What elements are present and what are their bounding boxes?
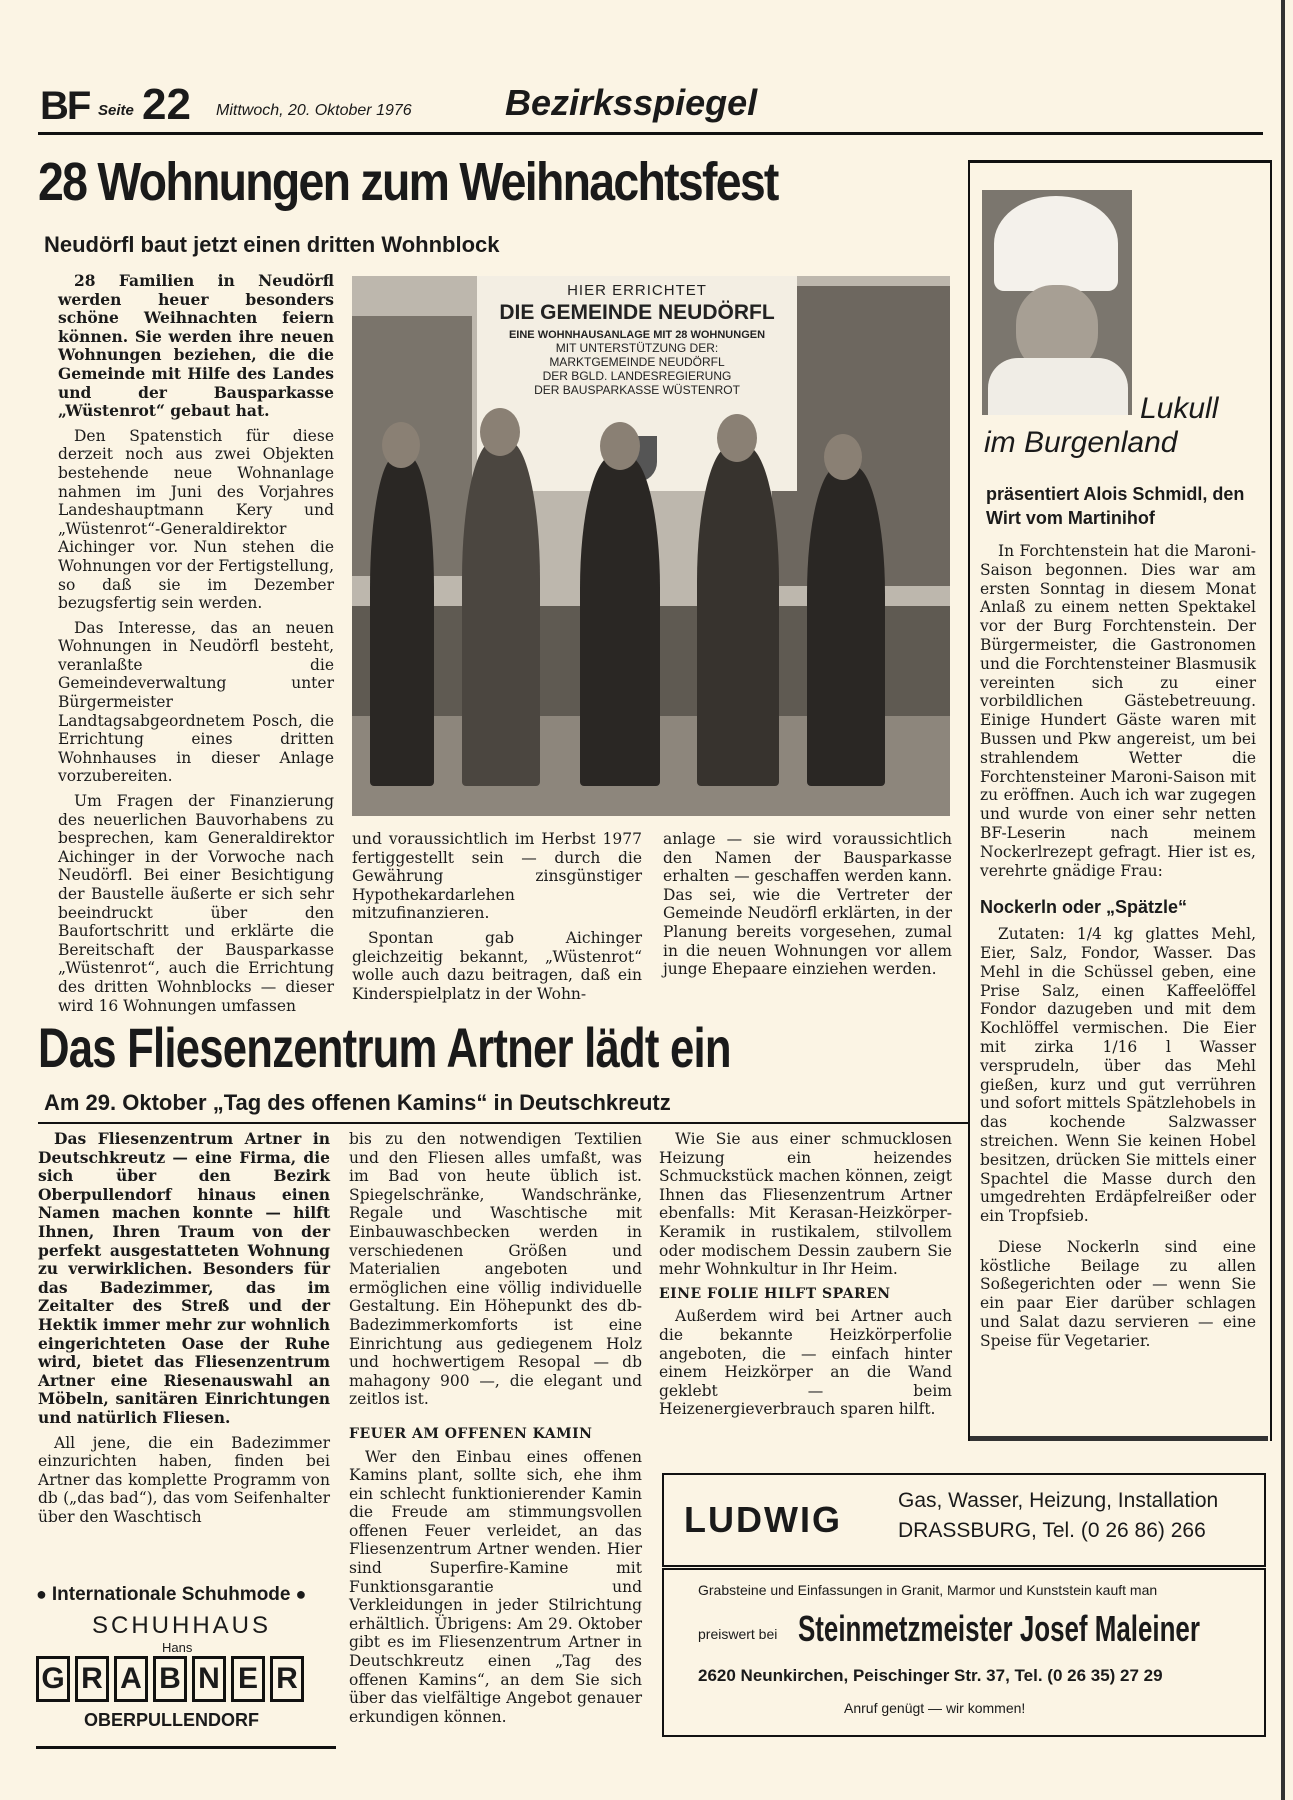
article2-subhead: Am 29. Oktober „Tag des offenen Kamins“ in Deutschkreutz [44, 1090, 671, 1115]
chef-photo [982, 190, 1132, 415]
ad-maleiner-address: 2620 Neunkirchen, Peischinger Str. 37, Tel. (0 26 35) 27 29 [698, 1666, 1163, 1685]
paragraph: Zutaten: 1/4 kg glattes Mehl, Eier, Salz, Fondor, Wasser. Das Mehl in die Schüssel geben, eine Prise Salz, einen Kaffeelöffel Fondor dazugeben und mit dem Kochlöffel vermischen. Die Eier mit zirka 1/16 l Wasser versprudeln, über das Mehl gießen, kurz und gut verrühren und sofort mittels Spätzlehobels in das kochende Salzwasser streichen. Wenn Sie keinen Hobel besitzen, drücken Sie mittels einer Spachtel die Masse durch den umgedrehten Erdäpfelreißer oder ein Tropfsieb. [980, 925, 1256, 1226]
bullet-icon: ● [295, 1584, 307, 1604]
chef-hat [994, 196, 1118, 291]
ad-maleiner-line1: Grabsteine und Einfassungen in Granit, Marmor und Kunststein kauft man [698, 1582, 1158, 1598]
article2-col3 [659, 1130, 952, 1425]
paragraph: Das Interesse, das an neuen Wohnungen in Neudörfl besteht, veranlaßte die Gemeindeverwaltung unter Bürgermeister Landtagsabgeordnetem Posch, die Errichtung eines dritten Wohnhauses in dieser Anlage vorzubereiten. [58, 618, 334, 786]
masthead-rule [38, 132, 1263, 135]
sign-line: DER BGLD. LANDESREGIERUNG [542, 369, 732, 383]
paragraph: Außerdem wird bei Artner auch die bekannte Heizkörperfolie angeboten, die — einfach hinter einem Heizkörper an die Wand geklebt — beim Heizenergieverbrauch sparen hilft. [659, 1307, 952, 1419]
article2-headline: Das Fliesenzentrum Artner lädt ein [38, 1016, 731, 1079]
person [370, 456, 434, 786]
article2-col1 [38, 1130, 330, 1532]
paragraph: Den Spatenstich für diese derzeit noch aus zwei Objekten bestehende neue Wohnanlage nahmen im Juni des Vorjahres Landeshauptmann Kery und „Wüstenrot“-Generaldirektor Aichinger vor. Nun stehen die Wohnungen vor der Fertigstellung, so daß sie im Dezember bezugsfertig sein werden. [58, 426, 334, 613]
sign-line: MIT UNTERSTÜTZUNG DER: [555, 341, 719, 355]
paragraph: Diese Nockerln sind eine köstliche Beilage zu allen Soßegerichten oder — wenn Sie ein paar Eier darüber schlagen und Salat dazu servieren — eine Speise für Vegetarier. [980, 1237, 1256, 1350]
letter-box: R [270, 1656, 304, 1702]
letter-box: E [231, 1656, 265, 1702]
sign-line: HIER ERRICHTET [567, 282, 707, 299]
sidebar-title-2: im Burgenland [984, 426, 1178, 459]
paragraph: Wie Sie aus einer schmucklosen Heizung ein heizendes Schmuckstück machen können, zeigt Ihnen das Fliesenzentrum Artner ebenfalls: Mit Kerasan-Heizkörper-Keramik in rustikalem, stilvollem oder modischem Dessin zaubern Sie mehr Wohnkultur in Ihr Heim. [659, 1130, 952, 1279]
paragraph: Um Fragen der Finanzierung des neuerlichen Bauvorhabens zu besprechen, kam Generaldirektor Aichinger in der Vorwoche nach Neudörfl. Bei einer Besichtigung der Baustelle äußerte er sich sehr beeindruckt über den Baufortschritt und erklärte die Bereitschaft der Bausparkasse „Wüstenrot“, auch die Errichtung des dritten Wohnblocks — dieser wird 16 Wohnungen umfassen [58, 792, 334, 1015]
sidebar-bottom-rule [970, 1436, 1268, 1441]
ad-schuhhaus-top [36, 1584, 336, 1606]
person-head [824, 434, 862, 480]
paragraph: und voraussichtlich im Herbst 1977 fertiggestellt sein — durch die Gewährung zinsgünstiger Hypothekardarlehen mitzufinanzieren. [352, 830, 642, 923]
issue-date: Mittwoch, 20. Oktober 1976 [216, 102, 412, 119]
article1-headline: 28 Wohnungen zum Weihnachtsfest [38, 152, 778, 212]
sidebar-body [980, 542, 1256, 1356]
paragraph: In Forchtenstein hat die Maroni-Saison begonnen. Dies war am ersten Sonntag in diesem Monat Anlaß zu einem netten Spektakel vor der Burg Forchtenstein. Der Bürgermeister, die Gastronomen und die Forchtensteiner Blasmusik vereinten sich zu einer vorbildlichen Gästebetreuung. Einige Hundert Gäste waren mit Bussen und Pkw angereist, um bei strahlendem Wetter die Forchtensteiner Maroni-Saison mit zu eröffnen. Auch ich war zugegen und wurde von einer sehr netten BF-Leserin nach meinem Nockerlrezept gefragt. Hier ist es, verehrte gnädige Frau: [980, 542, 1256, 880]
ad-maleiner [662, 1568, 1266, 1737]
recipe-title: Nockerln oder „Spätzle“ [980, 897, 1188, 918]
masthead [38, 78, 1263, 130]
ad-ludwig-line1: Gas, Wasser, Heizung, Installation [898, 1489, 1219, 1512]
person-head [382, 422, 420, 468]
subheading: FEUER AM OFFENEN KAMIN [349, 1425, 593, 1442]
ad-ludwig-line2: DRASSBURG, Tel. (0 26 86) 266 [898, 1519, 1206, 1542]
sign-line: EINE WOHNHAUSANLAGE MIT 28 WOHNUNGEN [508, 329, 766, 341]
page-label: Seite [98, 102, 134, 119]
sidebar-title-1: Lukull [1140, 392, 1219, 425]
article1-col2 [352, 830, 642, 1009]
ad-maleiner-prefix: preiswert bei [698, 1626, 778, 1642]
logo: BF [40, 84, 90, 128]
letter-box: R [75, 1656, 109, 1702]
letter-box: B [153, 1656, 187, 1702]
ad-ludwig [662, 1473, 1266, 1567]
paragraph: Das Fliesenzentrum Artner in Deutschkreutz — eine Firma, die sich über den Bezirk Oberpullendorf hinaus einen Namen machen konnte — hilft Ihnen, Ihren Traum von der perfekt ausgestatteten Wohnung zu verwirklichen. Besonders für das Badezimmer, das im Zeitalter des Streß und der Hektik immer mehr zur wohnlich eingerichteten Oase der Ruhe wird, bietet das Fliesenzentrum Artner eine Riesenauswahl an Möbeln, sanitären Einrichtungen und natürlich Fliesen. [38, 1129, 330, 1427]
bottom-rule [36, 1746, 336, 1749]
article1-col3 [663, 830, 952, 985]
ad-schuhhaus-name: SCHUHHAUS [92, 1612, 272, 1639]
letter-box: A [114, 1656, 148, 1702]
paragraph: bis zu den notwendigen Textilien und den Fliesen alles umfaßt, was im Bad von heute üblich ist. Spiegelschränke, Wandschränke, Regale und Waschtische mit Einbauwaschbecken werden in verschiedenen Größen und Materialien angeboten und ermöglichen eine völlig individuelle Gestaltung. Ein Höhepunkt des db-Badezimmerkomforts ist eine Einrichtung aus gediegenem Holz und hochwertigem Resopal — db mahagony 900 —, die elegant und zeitlos ist. [349, 1130, 642, 1409]
chef-jacket [988, 358, 1128, 415]
ad-maleiner-name: Steinmetzmeister Josef Maleiner [798, 1608, 1200, 1649]
ad-schuhhaus-top-text: Internationale Schuhmode [51, 1584, 291, 1605]
subhead-rule [38, 1122, 968, 1124]
sign-line: MARKTGEMEINDE NEUDÖRFL [549, 355, 725, 369]
ad-schuhhaus-town: OBERPULLENDORF [84, 1710, 259, 1730]
letter-box: N [192, 1656, 226, 1702]
article2-col2 [349, 1130, 642, 1732]
person [807, 466, 885, 786]
bullet-icon: ● [36, 1584, 47, 1604]
sign-line: DER BAUSPARKASSE WÜSTENROT [534, 383, 740, 397]
article1-col1 [58, 272, 334, 1021]
section-title: Bezirksspiegel [505, 82, 758, 123]
subheading: EINE FOLIE HILFT SPAREN [659, 1285, 891, 1302]
paragraph: Spontan gab Aichinger gleichzeitig bekannt, „Wüstenrot“ wolle auch dazu beitragen, daß ein Kinderspielplatz in der Wohn- [352, 928, 642, 1003]
person [580, 456, 660, 786]
article1-photo [352, 276, 950, 816]
person-head [480, 408, 520, 456]
article1-subhead: Neudörfl baut jetzt einen dritten Wohnblock [44, 232, 500, 257]
ad-schuhhaus [36, 1578, 336, 1748]
paragraph: 28 Familien in Neudörfl werden heuer besonders schöne Weihnachten feiern können. Sie werden ihre neuen Wohnungen beziehen, die die Gemeinde mit Hilfe des Landes und der Bausparkasse „Wüstenrot“ gebaut hat. [58, 271, 334, 421]
letter-box: G [36, 1656, 70, 1702]
right-border [1281, 0, 1285, 1800]
page-number: 22 [142, 80, 191, 129]
ad-schuhhaus-first: Hans [162, 1640, 193, 1655]
paragraph: anlage — sie wird voraussichtlich den Namen der Bausparkasse erhalten — geschaffen werden kann. Das sei, wie die Vertreter der Gemeinde Neudörfl erklärten, in der Planung bereits vorgesehen, zumal in die neuen Wohnungen vor allem junge Ehepaare einziehen werden. [663, 830, 952, 979]
sidebar-intro: präsentiert Alois Schmidl, den Wirt vom Martinihof [986, 484, 1245, 528]
person-head [600, 422, 640, 470]
ad-maleiner-tagline: Anruf genügt — wir kommen! [844, 1700, 1026, 1716]
ad-schuhhaus-letters [36, 1656, 309, 1702]
paragraph: Wer den Einbau eines offenen Kamins plant, sollte sich, ehe ihm ein schlecht funktionierender Kamin die Freude am stimmungsvollen offenen Feuer verleidet, an das Fliesenzentrum Artner wenden. Hier sind Superfire-Kamine mit Funktionsgarantie und Verkleidungen in jeder Stilrichtung erhältlich. Übrigens: Am 29. Oktober gibt es im Fliesenzentrum Artner in Deutschkreutz einen „Tag des offenen Kamins“, an dem Sie sich über das vielfältige Angebot genauer erkundigen können. [349, 1447, 642, 1726]
sign-line: DIE GEMEINDE NEUDÖRFL [499, 301, 775, 324]
person [697, 446, 779, 786]
person-head [717, 414, 757, 462]
paragraph: All jene, die ein Badezimmer einzurichten haben, finden bei Artner das komplette Programm von db („das bad“), das vom Seifenhalter über den Waschtisch [38, 1433, 330, 1526]
ad-ludwig-name: LUDWIG [684, 1499, 842, 1540]
person [462, 441, 540, 786]
